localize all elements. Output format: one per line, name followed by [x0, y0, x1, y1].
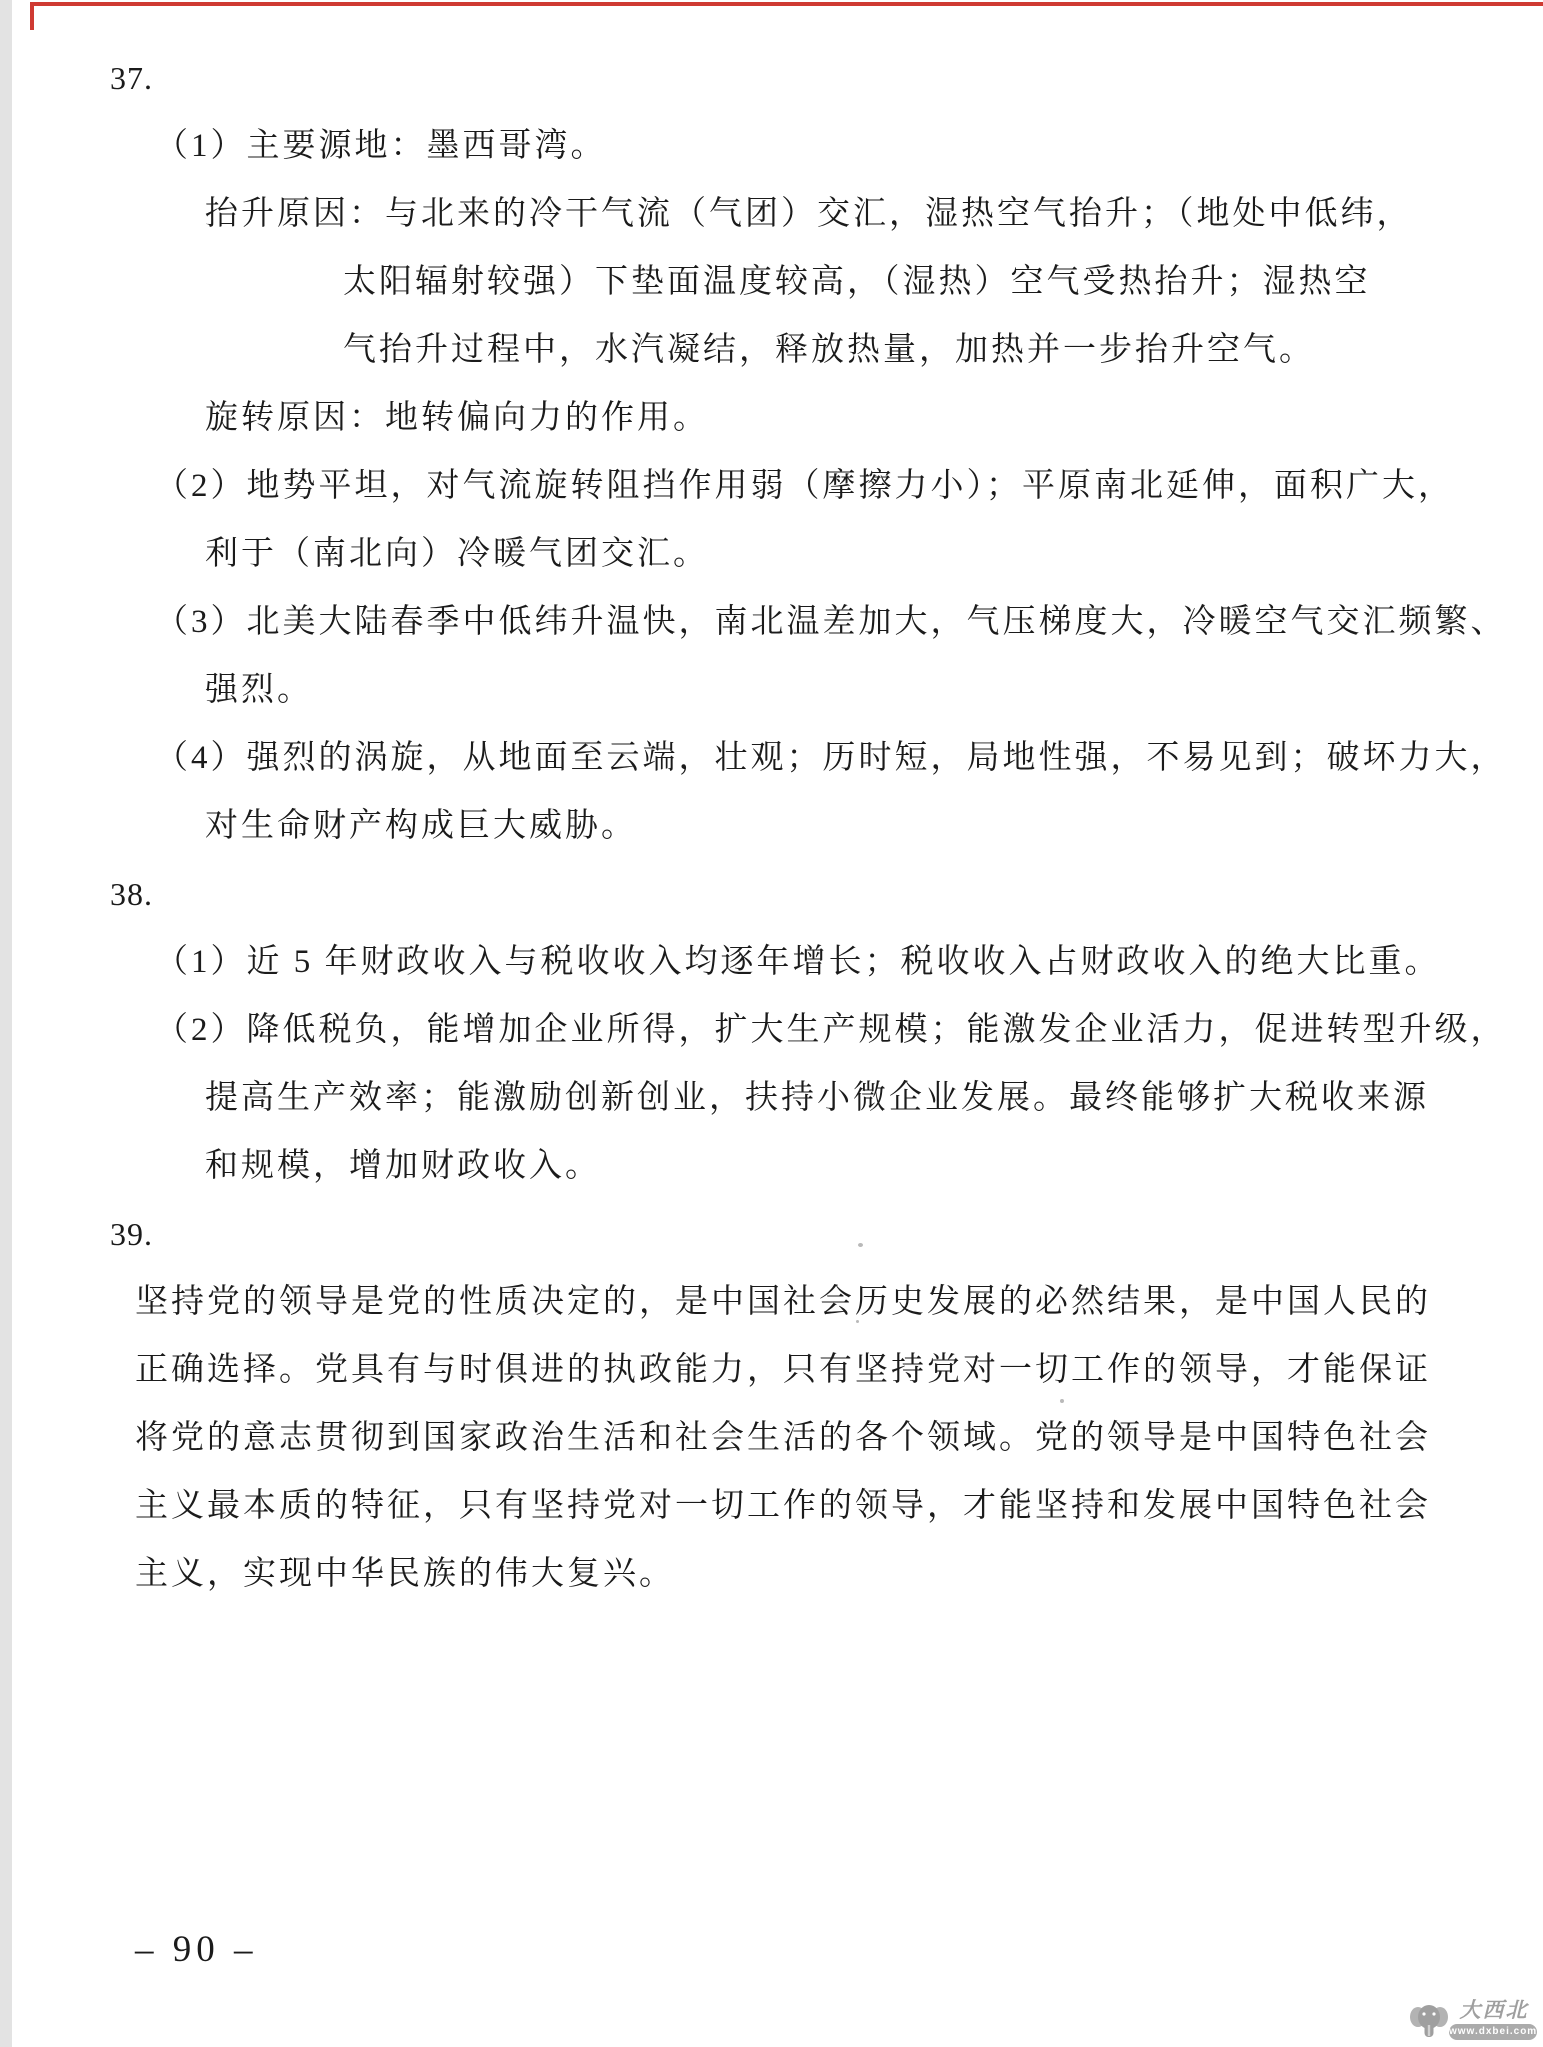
- scan-speck: [858, 1243, 863, 1247]
- answer-line: （2）地势平坦，对气流旋转阻挡作用弱（摩擦力小）；平原南北延伸，面积广大，: [155, 468, 1454, 504]
- page-number: – 90 –: [135, 1929, 258, 1970]
- answer-line: 抬升原因：与北来的冷干气流（气团）交汇，湿热空气抬升；（地处中低纬，: [205, 196, 1413, 232]
- answer-line: （2）降低税负，能增加企业所得，扩大生产规模；能激发企业活力，促进转型升级，: [155, 1012, 1507, 1048]
- answer-line: 和规模，增加财政收入。: [205, 1148, 601, 1184]
- answer-line: 利于（南北向）冷暖气团交汇。: [205, 536, 709, 572]
- section-number-37: 37.: [110, 60, 153, 96]
- answer-line: （1）主要源地：墨西哥湾。: [155, 128, 607, 164]
- scan-speck: [1060, 1399, 1064, 1403]
- answer-line: 旋转原因：地转偏向力的作用。: [205, 400, 709, 436]
- answer-line: 强烈。: [205, 672, 313, 708]
- watermark-brand-text: 大西北: [1459, 1999, 1529, 2022]
- section-number-39: 39.: [110, 1216, 153, 1252]
- answer-line: 将党的意志贯彻到国家政治生活和社会生活的各个领域。党的领导是中国特色社会: [135, 1420, 1431, 1456]
- answer-line: 正确选择。党具有与时俱进的执政能力，只有坚持党对一切工作的领导，才能保证: [135, 1352, 1431, 1388]
- answer-line: 气抬升过程中，水汽凝结，释放热量，加热并一步抬升空气。: [343, 332, 1315, 368]
- answer-line: （3）北美大陆春季中低纬升温快，南北温差加大，气压梯度大，冷暖空气交汇频繁、: [155, 604, 1507, 640]
- answer-line: 太阳辐射较强）下垫面温度较高，（湿热）空气受热抬升；湿热空: [343, 264, 1371, 300]
- watermark: [1409, 1999, 1537, 2043]
- answer-line: 坚持党的领导是党的性质决定的，是中国社会历史发展的必然结果，是中国人民的: [135, 1284, 1431, 1320]
- elephant-logo-icon: [1409, 2001, 1449, 2041]
- answer-line: 对生命财产构成巨大威胁。: [205, 808, 637, 844]
- section-number-38: 38.: [110, 876, 153, 912]
- scan-speck: [856, 1320, 859, 1323]
- answer-line: （1）近 5 年财政收入与税收收入均逐年增长；税收收入占财政收入的绝大比重。: [155, 944, 1441, 980]
- answer-line: 主义最本质的特征，只有坚持党对一切工作的领导，才能坚持和发展中国特色社会: [135, 1488, 1431, 1524]
- answer-line: 主义，实现中华民族的伟大复兴。: [135, 1556, 675, 1592]
- answer-line: （4）强烈的涡旋，从地面至云端，壮观；历时短，局地性强，不易见到；破坏力大，: [155, 740, 1507, 776]
- answer-line: 提高生产效率；能激励创新创业，扶持小微企业发展。最终能够扩大税收来源: [205, 1080, 1429, 1116]
- watermark-url: www.dxbei.com: [1449, 2024, 1537, 2040]
